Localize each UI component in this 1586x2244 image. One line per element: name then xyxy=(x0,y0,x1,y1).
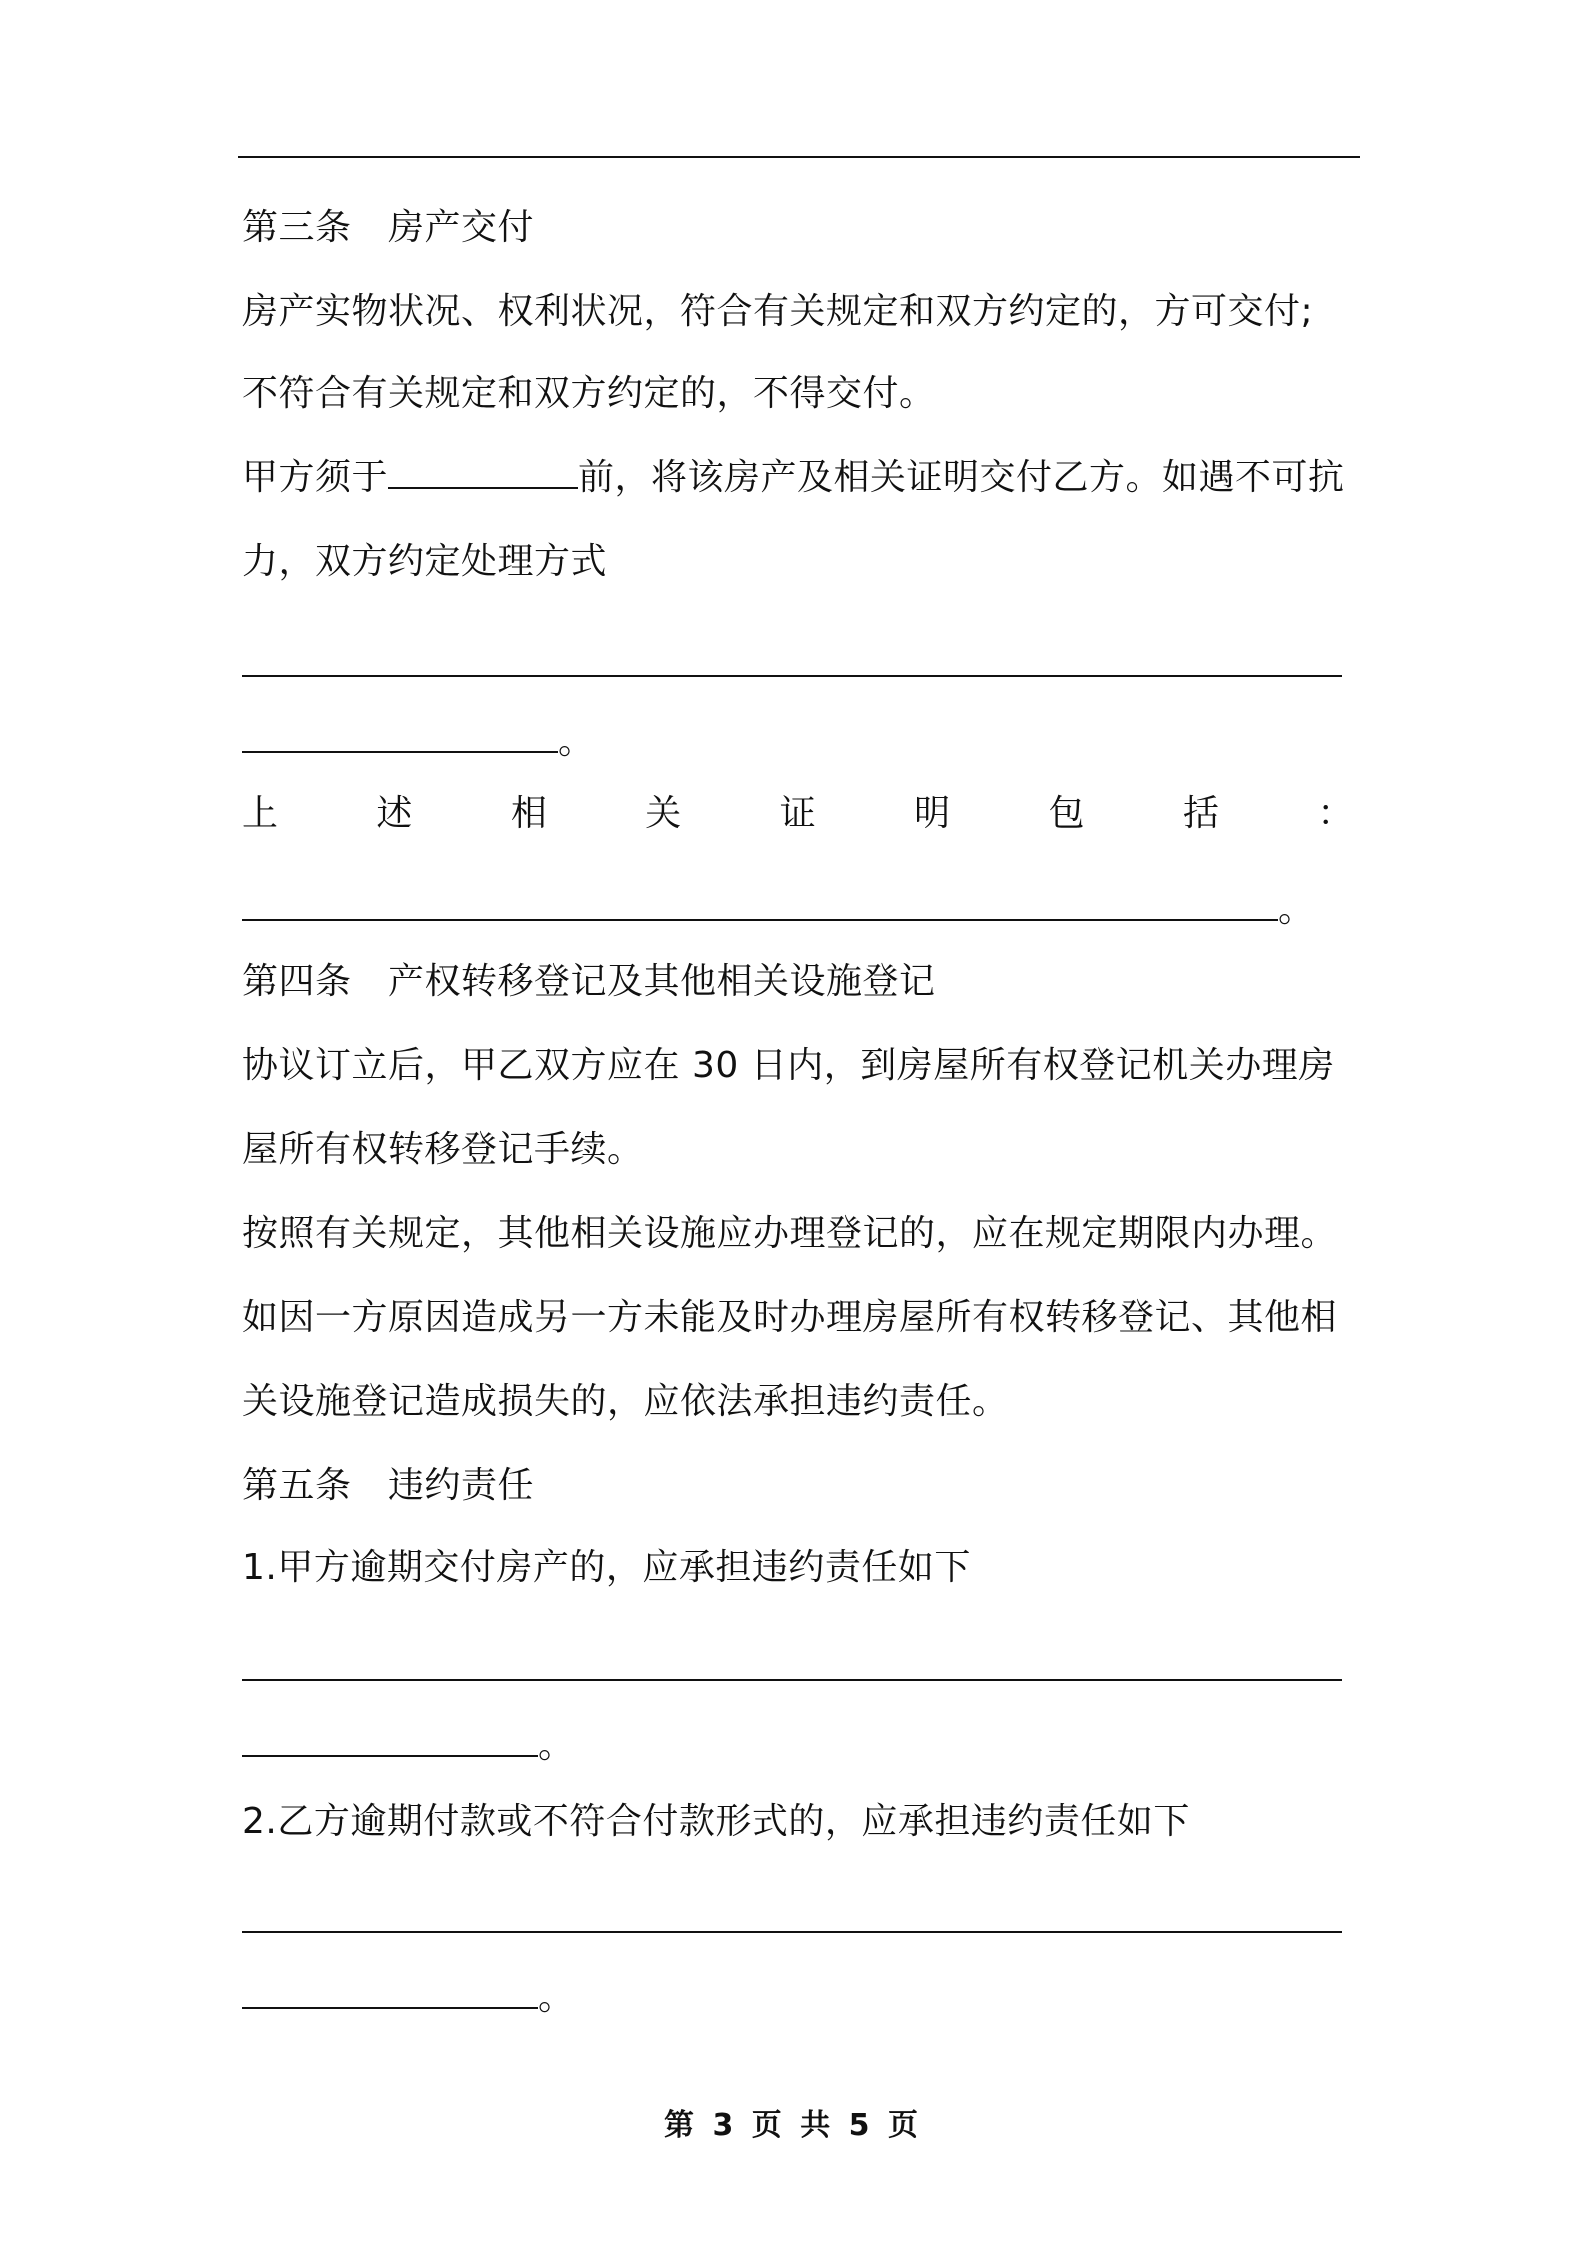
period: 。 xyxy=(1278,889,1315,930)
article3-p2-suffix: 前，将该房产及相关证明交付乙方。如遇不可抗 xyxy=(578,457,1345,498)
article4-p3-line2: 关设施登记造成损失的，应依法承担违约责任。 xyxy=(242,1381,1009,1422)
item2-blank-line1 xyxy=(242,1900,1342,1944)
article4-heading: 第四条 产权转移登记及其他相关设施登记 xyxy=(242,961,936,1002)
article4-p3-line1: 如因一方原因造成另一方未能及时办理房屋所有权转移登记、其他相 xyxy=(242,1297,1338,1338)
article3-p2-line2: 力，双方约定处理方式 xyxy=(242,541,608,582)
force-majeure-blank[interactable] xyxy=(242,645,1342,677)
item1-blank[interactable] xyxy=(242,1649,1342,1681)
header-rule xyxy=(238,156,1360,158)
date-blank[interactable] xyxy=(388,457,578,489)
force-majeure-blank-line1 xyxy=(242,644,1342,688)
item2-blank-line2 xyxy=(242,1976,575,2020)
period: 。 xyxy=(538,1977,575,2018)
item1-blank-end[interactable] xyxy=(242,1725,538,1757)
article5-item2: 2.乙方逾期付款或不符合付款形式的，应承担违约责任如下 xyxy=(242,1801,1190,1842)
period: 。 xyxy=(538,1725,575,1766)
item2-blank[interactable] xyxy=(242,1901,1342,1933)
proof-char: 关 xyxy=(645,793,682,834)
article5-heading: 第五条 违约责任 xyxy=(242,1465,535,1506)
proof-char: 明 xyxy=(914,793,951,834)
proof-char: 上 xyxy=(242,793,279,834)
article3-p1-line2: 不符合有关规定和双方约定的，不得交付。 xyxy=(242,373,936,414)
page-number: 第 3 页 共 5 页 xyxy=(664,2108,922,2143)
proof-char: 相 xyxy=(510,793,548,834)
force-majeure-blank-end[interactable] xyxy=(242,721,558,753)
proof-char: 述 xyxy=(376,793,413,834)
proof-blank-line xyxy=(242,888,1315,932)
item1-blank-line1 xyxy=(242,1648,1342,1692)
proof-blank[interactable] xyxy=(242,889,1278,921)
article5-item1: 1.甲方逾期交付房产的，应承担违约责任如下 xyxy=(242,1547,971,1588)
proof-char: 括 xyxy=(1182,793,1220,834)
article4-p1-line1: 协议订立后，甲乙双方应在 30 日内，到房屋所有权登记机关办理房 xyxy=(242,1045,1335,1086)
article3-p2-line1 xyxy=(242,456,1345,500)
article3-p2-prefix: 甲方须于 xyxy=(242,457,389,498)
article3-heading: 第三条 房产交付 xyxy=(242,207,535,248)
item2-blank-end[interactable] xyxy=(242,1977,538,2009)
period: 。 xyxy=(558,721,595,762)
force-majeure-blank-line2 xyxy=(242,720,595,764)
proof-heading xyxy=(242,792,1354,836)
article4-p1-line2: 屋所有权转移登记手续。 xyxy=(242,1129,644,1170)
proof-char: 包 xyxy=(1048,793,1086,834)
proof-char: 证 xyxy=(779,793,817,834)
item1-blank-line2 xyxy=(242,1724,575,1768)
article4-p2-line1: 按照有关规定，其他相关设施应办理登记的，应在规定期限内办理。 xyxy=(242,1213,1338,1254)
article3-p1-line1: 房产实物状况、权利状况，符合有关规定和双方约定的，方可交付; xyxy=(242,291,1314,332)
proof-char: ： xyxy=(1317,793,1354,834)
